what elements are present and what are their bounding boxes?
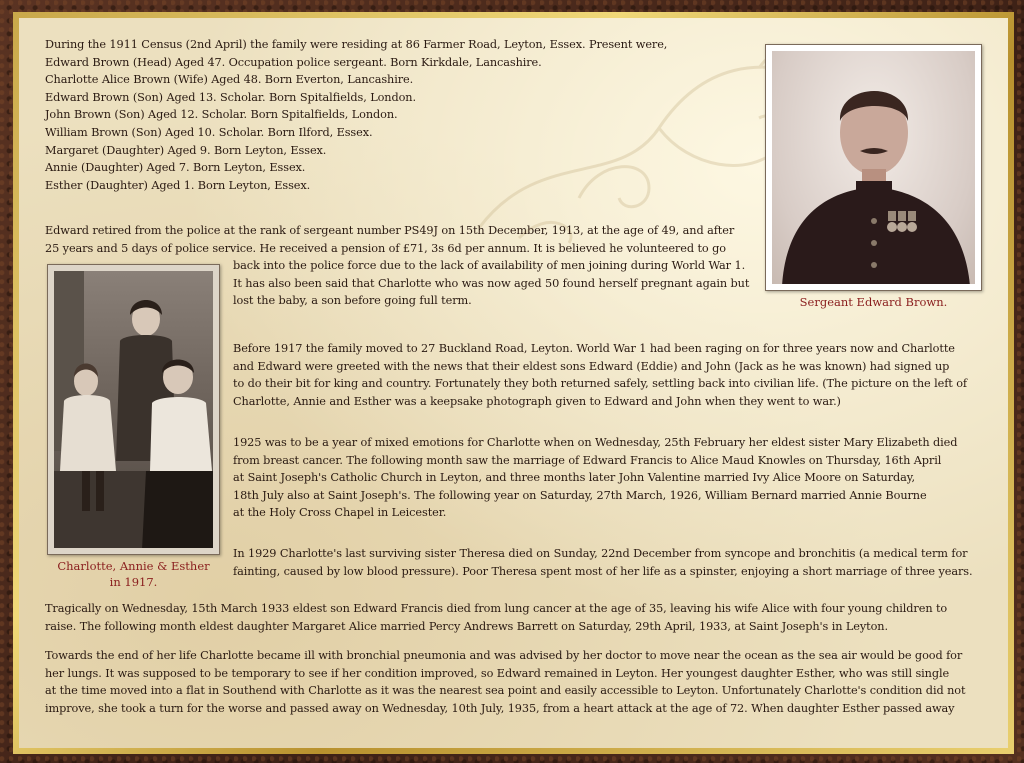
text-line: 25 years and 5 days of police service. He received a pension of £71, 3s 6d per annum. It is believed he volunteered to go — [45, 241, 726, 255]
text-line: and Edward were greeted with the news that their eldest sons Edward (Eddie) and John (Jack as he was known) had signed up — [233, 359, 950, 373]
text-line: at Saint Joseph's Catholic Church in Leyton, and three months later John Valentine married Ivy Alice Moore on Saturday, — [233, 471, 916, 485]
portrait-figure — [772, 51, 975, 284]
text-line: at the time moved into a flat in Southend with Charlotte as it was the nearest sea point and easily accessible to Leyton. Unfortunately Charlotte's condition did not — [45, 684, 966, 698]
census-block — [45, 36, 667, 194]
retirement-block — [45, 222, 734, 257]
text-line: Edward Brown (Son) Aged 13. Scholar. Born Spitalfields, London. — [45, 90, 416, 104]
text-line: Towards the end of her life Charlotte became ill with bronchial pneumonia and was advised by her doctor to move near the ocean as the sea air would be good for — [45, 649, 963, 662]
text-line: her lungs. It was supposed to be temporary to see if her condition improved, so Edward remained in Leyton. Her youngest daughter Esther, who was still single — [45, 666, 950, 680]
text-line: fainting, caused by low blood pressure). Poor Theresa spent most of her life as a spinster, enjoying a short marriage of three years. — [233, 564, 973, 578]
text-line: improve, she took a turn for the worse and passed away on Wednesday, 10th July, 1935, from a heart attack at the age of 72. When daughter Esther passed away — [45, 701, 955, 715]
retirement-block-wrapped — [233, 257, 749, 310]
text-line: Tragically on Wednesday, 15th March 1933 eldest son Edward Francis died from lung cancer at the age of 35, leaving his wife Alice with four young children to — [45, 602, 948, 615]
text-line: Charlotte Alice Brown (Wife) Aged 48. Born Everton, Lancashire. — [45, 73, 414, 87]
edward-photo-caption: Sergeant Edward Brown. — [799, 295, 948, 309]
text-line: William Brown (Son) Aged 10. Scholar. Born Ilford, Essex. — [45, 125, 373, 139]
year-1925-block — [233, 434, 957, 522]
text-line: John Brown (Son) Aged 12. Scholar. Born Spitalfields, London. — [45, 108, 398, 122]
text-line: Margaret (Daughter) Aged 9. Born Leyton, Essex. — [45, 143, 327, 157]
year-1933-block — [45, 600, 947, 635]
text-line: from breast cancer. The following month saw the marriage of Edward Francis to Alice Maud Knowles on Thursday, 16th April — [233, 453, 942, 467]
text-line: Edward retired from the police at the rank of sergeant number PS49J on 15th December, 1913, at the age of 49, and after — [45, 224, 735, 237]
text-line: Esther (Daughter) Aged 1. Born Leyton, Essex. — [45, 178, 311, 192]
year-1929-block — [233, 545, 972, 580]
family-figures — [54, 271, 213, 548]
text-line: 1925 was to be a year of mixed emotions for Charlotte when on Wednesday, 25th February her eldest sister Mary Elizabeth died — [233, 436, 958, 449]
text-line: Charlotte, Annie and Esther was a keepsake photograph given to Edward and John when they went to war.) — [233, 394, 841, 408]
text-line: It has also been said that Charlotte who was now aged 50 found herself pregnant again but — [233, 276, 750, 290]
text-line: Before 1917 the family moved to 27 Buckland Road, Leyton. World War 1 had been raging on for three years now and Charlotte — [233, 342, 955, 355]
text-line: In 1929 Charlotte's last surviving sister Theresa died on Sunday, 22nd December from syncope and bronchitis (a medical term for — [233, 547, 968, 560]
family-photo-caption — [47, 558, 220, 590]
text-line: lost the baby, a son before going full term. — [233, 294, 472, 308]
text-line: raise. The following month eldest daughter Margaret Alice married Percy Andrews Barrett on Saturday, 29th April, 1933, at Saint Joseph's in Leyton. — [45, 619, 888, 633]
family-photo — [47, 264, 220, 555]
text-line: back into the police force due to the lack of availability of men joining during World War 1. — [233, 259, 746, 272]
parchment-page — [19, 18, 1008, 748]
final-years-block — [45, 647, 965, 717]
edward-portrait-photo — [765, 44, 982, 291]
text-line: Edward Brown (Head) Aged 47. Occupation police sergeant. Born Kirkdale, Lancashire. — [45, 55, 542, 69]
family-caption-line: Charlotte, Annie & Esther — [57, 559, 210, 573]
text-line: During the 1911 Census (2nd April) the family were residing at 86 Farmer Road, Leyton, Essex. Present were, — [45, 38, 668, 51]
text-line: 18th July also at Saint Joseph's. The following year on Saturday, 27th March, 1926, William Bernard married Annie Bourne — [233, 488, 927, 502]
text-line: to do their bit for king and country. Fortunately they both returned safely, settling back into civilian life. (The picture on the left of — [233, 377, 968, 391]
text-line: Annie (Daughter) Aged 7. Born Leyton, Essex. — [45, 161, 306, 175]
war-block — [233, 340, 967, 410]
gold-frame — [13, 12, 1014, 754]
text-line: at the Holy Cross Chapel in Leicester. — [233, 506, 447, 520]
family-caption-line: in 1917. — [109, 575, 158, 589]
